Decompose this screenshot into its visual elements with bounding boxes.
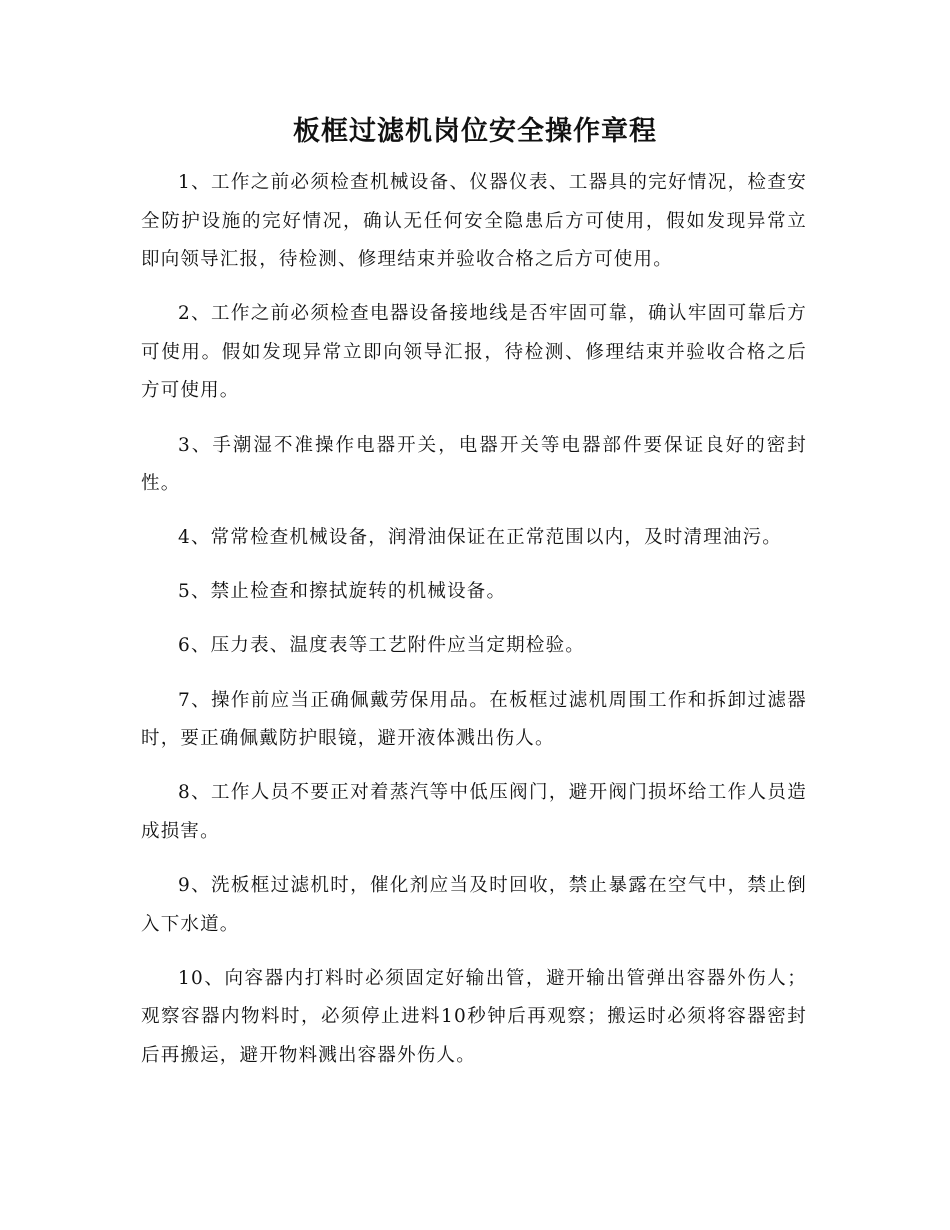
paragraph-8: 8、工作人员不要正对着蒸汽等中低压阀门，避开阀门损坏给工作人员造成损害。 [141, 782, 807, 842]
paragraph-7: 7、操作前应当正确佩戴劳保用品。在板框过滤机周围工作和拆卸过滤器时，要正确佩戴防护眼镜，避开液体溅出伤人。 [141, 689, 807, 750]
document-title: 板框过滤机岗位安全操作章程 [293, 116, 657, 147]
paragraph-5: 5、禁止检查和擦拭旋转的机械设备。 [178, 581, 507, 603]
paragraph-1: 1、工作之前必须检查机械设备、仪器仪表、工器具的完好情况，检查安全防护设施的完好情况，确认无任何安全隐患后方可使用，假如发现异常立即向领导汇报，待检测、修理结束并验收合格之后方可使用。 [141, 172, 807, 271]
paragraph-4: 4、常常检查机械设备，润滑油保证在正常范围以内，及时清理油污。 [178, 527, 782, 549]
paragraph-10: 10、向容器内打料时必须固定好输出管，避开输出管弹出容器外伤人；观察容器内物料时，必须停止进料10秒钟后再观察；搬运时必须将容器密封后再搬运，避开物料溅出容器外伤人。 [141, 967, 807, 1066]
paragraph-3: 3、手潮湿不准操作电器开关，电器开关等电器部件要保证良好的密封性。 [141, 434, 807, 495]
paragraph-9: 9、洗板框过滤机时，催化剂应当及时回收，禁止暴露在空气中，禁止倒入下水道。 [141, 874, 807, 935]
paragraph-6: 6、压力表、温度表等工艺附件应当定期检验。 [178, 635, 585, 657]
document-body [141, 164, 807, 1091]
paragraph-2: 2、工作之前必须检查电器设备接地线是否牢固可靠，确认牢固可靠后方可使用。假如发现异常立即向领导汇报，待检测、修理结束并验收合格之后方可使用。 [141, 303, 807, 402]
